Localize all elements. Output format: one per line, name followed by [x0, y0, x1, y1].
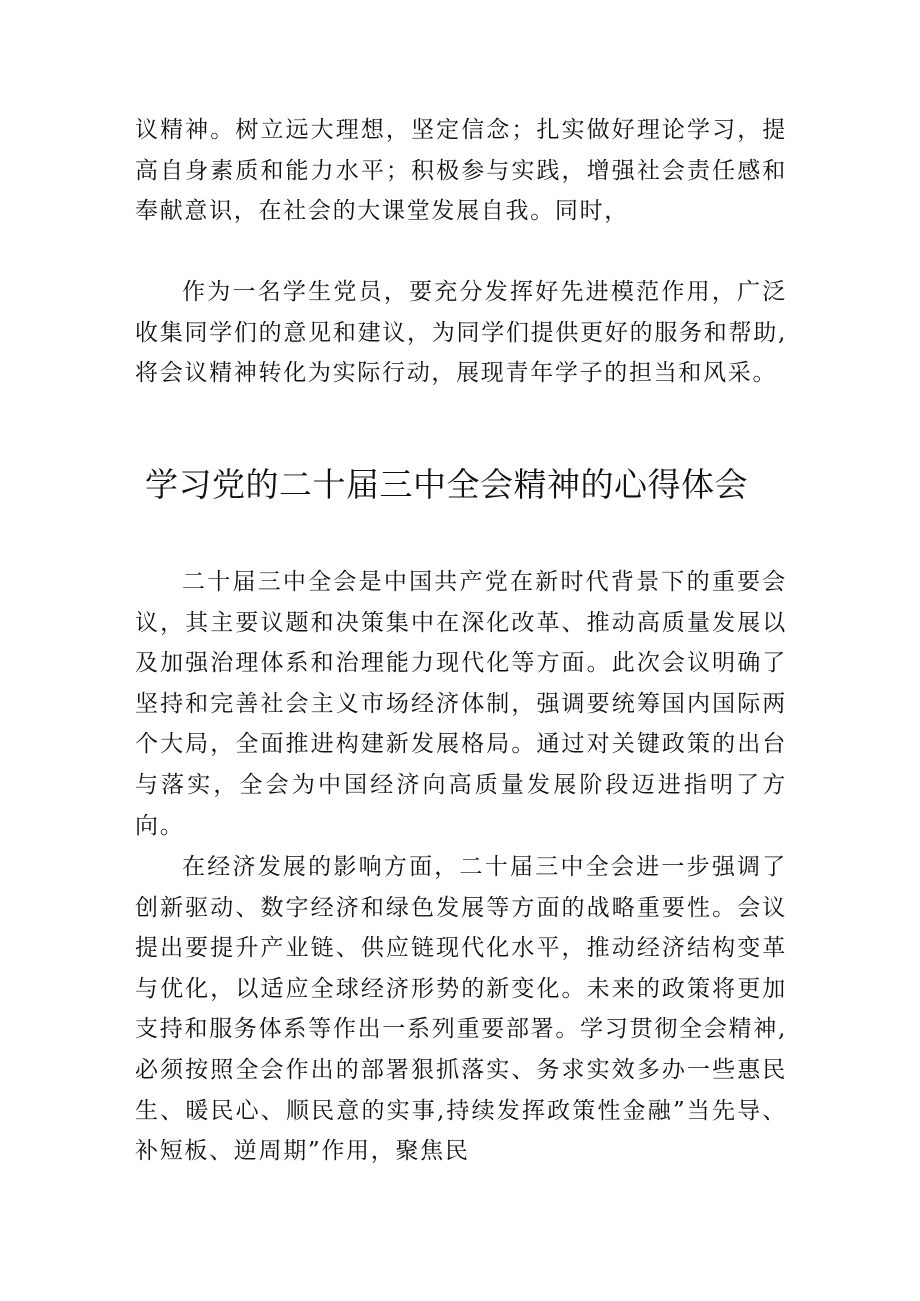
paragraph-continued: 议精神。树立远大理想，坚定信念；扎实做好理论学习，提高自身素质和能力水平；积极参与实践，增强社会责任感和奉献意识，在社会的大课堂发展自我。同时， — [135, 117, 787, 225]
paragraph-intro: 二十届三中全会是中国共产党在新时代背景下的重要会议，其主要议题和决策集中在深化改革、推动高质量发展以及加强治理体系和治理能力现代化等方面。此次会议明确了坚持和完善社会主义市场经济体制，强调要统筹国内国际两个大局，全面推进构建新发展格局。通过对关键政策的出台与落实，全会为中国经济向高质量发展阶段迈进指明了方向。 — [135, 569, 787, 839]
document-title: 学习党的二十届三中全会精神的心得体会 — [145, 465, 748, 504]
paragraph-economy: 在经济发展的影响方面，二十届三中全会进一步强调了创新驱动、数字经济和绿色发展等方面的战略重要性。会议提出要提升产业链、供应链现代化水平，推动经济结构变革与优化，以适应全球经济形势的新变化。未来的政策将更加支持和服务体系等作出一系列重要部署。学习贯彻全会精神,必须按照全会作出的部署狠抓落实、务求实效多办一些惠民生、暖民心、顺民意的实事,持续发挥政策性金融”当先导、补短板、逆周期”作用，聚焦民 — [135, 854, 787, 1165]
paragraph-student-member: 作为一名学生党员，要充分发挥好先进模范作用，广泛收集同学们的意见和建议，为同学们提供更好的服务和帮助,将会议精神转化为实际行动，展现青年学子的担当和风采。 — [135, 279, 787, 387]
